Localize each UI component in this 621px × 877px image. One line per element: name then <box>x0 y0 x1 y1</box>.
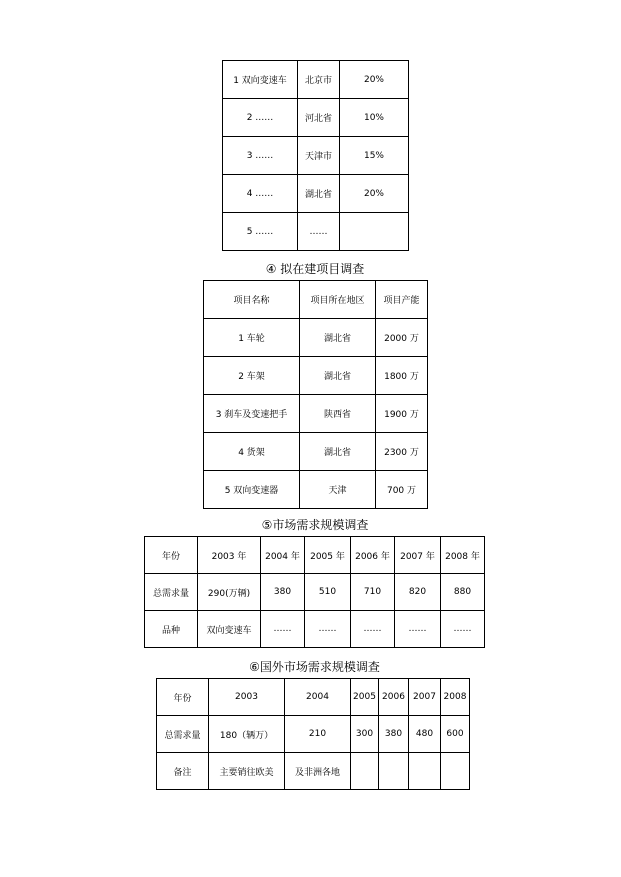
table-header-cell: 2003 <box>209 679 285 716</box>
table-cell: 2000 万 <box>376 319 428 357</box>
table-cell: 820 <box>395 574 441 611</box>
table-cell: 5 …… <box>223 213 298 251</box>
table-cell: 380 <box>261 574 305 611</box>
table-header-row <box>157 679 470 716</box>
table-cell: 1900 万 <box>376 395 428 433</box>
table-cell: 湖北省 <box>300 433 376 471</box>
table-cell: 300 <box>351 716 379 753</box>
table-cell <box>441 753 470 790</box>
table-cell: 510 <box>305 574 351 611</box>
table-cell <box>379 753 409 790</box>
table-header-row <box>145 537 485 574</box>
table-cell: 600 <box>441 716 470 753</box>
table-header-cell: 项目所在地区 <box>300 281 376 319</box>
table-cell: …… <box>441 611 485 648</box>
table-header-cell: 2005 <box>351 679 379 716</box>
table-cell: 2 车架 <box>204 357 300 395</box>
table-cell: 河北省 <box>298 99 340 137</box>
table-header-cell: 2004 <box>285 679 351 716</box>
table-cell: 1800 万 <box>376 357 428 395</box>
table-cell: …… <box>298 213 340 251</box>
table-row <box>204 471 428 509</box>
market-demand-table <box>144 536 485 648</box>
regional-share-table <box>222 60 409 251</box>
table-row <box>223 137 409 175</box>
table-cell: 2300 万 <box>376 433 428 471</box>
table-cell: 湖北省 <box>298 175 340 213</box>
table-cell <box>340 213 409 251</box>
projects-table-caption: ④ 拟在建项目调查 <box>265 262 365 276</box>
table-cell: 品种 <box>145 611 198 648</box>
table-cell: 4 …… <box>223 175 298 213</box>
table-row <box>223 99 409 137</box>
table-cell: 180（辆万） <box>209 716 285 753</box>
table-cell: 4 货架 <box>204 433 300 471</box>
table-row <box>157 753 470 790</box>
table-header-cell: 项目产能 <box>376 281 428 319</box>
table-header-cell: 2005 年 <box>305 537 351 574</box>
table-cell: 5 双向变速器 <box>204 471 300 509</box>
table-row <box>204 395 428 433</box>
table-cell: 备注 <box>157 753 209 790</box>
table-cell: 3 …… <box>223 137 298 175</box>
table-cell: 北京市 <box>298 61 340 99</box>
table-cell: 20% <box>340 61 409 99</box>
table-header-cell: 2006 <box>379 679 409 716</box>
table-cell: 15% <box>340 137 409 175</box>
table-cell: 210 <box>285 716 351 753</box>
table-cell: 1 双向变速车 <box>223 61 298 99</box>
table-cell: 290(万辆) <box>198 574 261 611</box>
foreign-market-table-caption: ⑥国外市场需求规模调查 <box>249 660 380 674</box>
table-row <box>145 611 485 648</box>
table-cell: 天津 <box>300 471 376 509</box>
table-cell: …… <box>395 611 441 648</box>
table-row <box>223 175 409 213</box>
table-cell: …… <box>351 611 395 648</box>
table-cell: 710 <box>351 574 395 611</box>
table-header-cell: 2008 年 <box>441 537 485 574</box>
table-header-row <box>204 281 428 319</box>
table-cell: 880 <box>441 574 485 611</box>
table-row <box>223 213 409 251</box>
table-cell: 20% <box>340 175 409 213</box>
table-header-cell: 项目名称 <box>204 281 300 319</box>
projects-table <box>203 280 428 509</box>
table-row <box>223 61 409 99</box>
table-header-cell: 2006 年 <box>351 537 395 574</box>
table-cell <box>351 753 379 790</box>
table-row <box>157 716 470 753</box>
table-cell: 湖北省 <box>300 357 376 395</box>
table-row <box>204 433 428 471</box>
table-header-cell: 年份 <box>157 679 209 716</box>
table-cell: 3 刹车及变速把手 <box>204 395 300 433</box>
table-cell: 湖北省 <box>300 319 376 357</box>
table-cell: …… <box>305 611 351 648</box>
table-cell: 陕西省 <box>300 395 376 433</box>
table-header-cell: 2007 年 <box>395 537 441 574</box>
table-header-cell: 2003 年 <box>198 537 261 574</box>
table-cell: 及非洲各地 <box>285 753 351 790</box>
table-header-cell: 2008 <box>441 679 470 716</box>
table-cell: 总需求量 <box>157 716 209 753</box>
table-cell: 10% <box>340 99 409 137</box>
table-cell: 总需求量 <box>145 574 198 611</box>
table-header-cell: 2004 年 <box>261 537 305 574</box>
foreign-market-table <box>156 678 470 790</box>
market-table-caption: ⑤市场需求规模调查 <box>261 518 369 532</box>
table-cell: 主要销往欧美 <box>209 753 285 790</box>
table-cell: 1 车轮 <box>204 319 300 357</box>
table-row <box>204 319 428 357</box>
table-cell: 480 <box>409 716 441 753</box>
table-cell: 2 …… <box>223 99 298 137</box>
table-header-cell: 2007 <box>409 679 441 716</box>
table-cell: 双向变速车 <box>198 611 261 648</box>
table-cell: 380 <box>379 716 409 753</box>
table-header-cell: 年份 <box>145 537 198 574</box>
table-cell <box>409 753 441 790</box>
table-cell: 天津市 <box>298 137 340 175</box>
table-cell: 700 万 <box>376 471 428 509</box>
table-cell: …… <box>261 611 305 648</box>
table-row <box>145 574 485 611</box>
table-row <box>204 357 428 395</box>
